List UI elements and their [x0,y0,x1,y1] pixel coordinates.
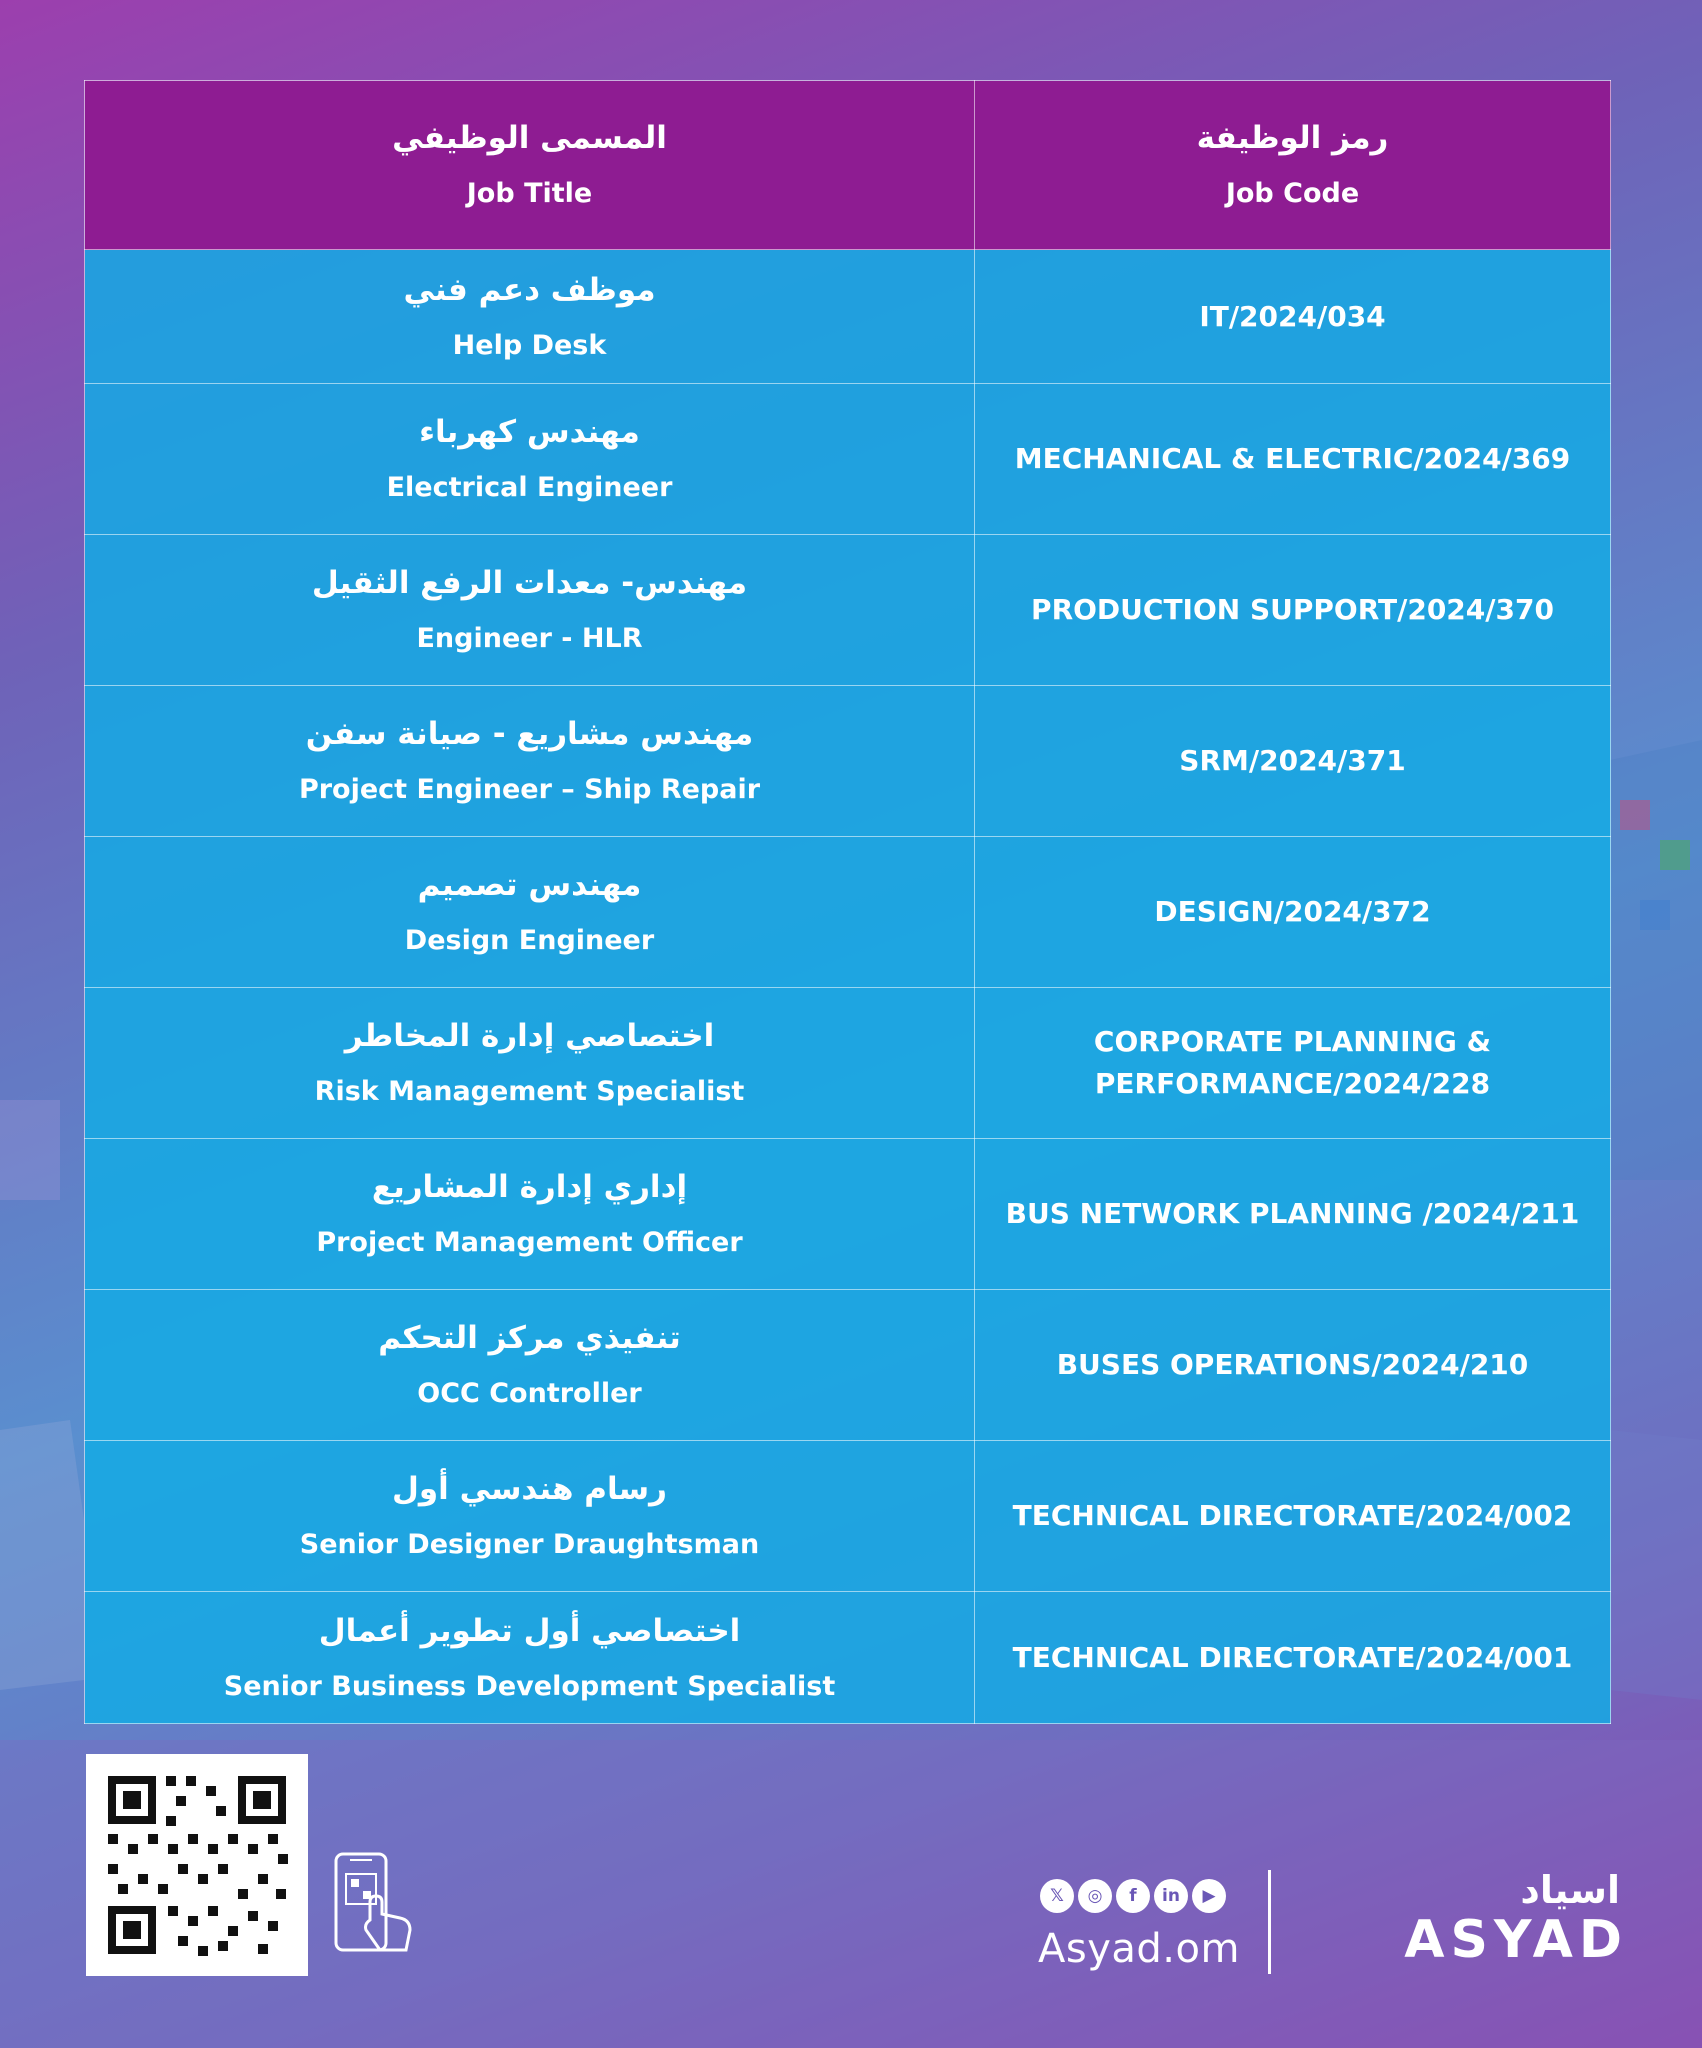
job-title-en: Project Engineer – Ship Repair [298,774,761,805]
website-link[interactable]: Asyad.om [1038,1926,1240,1972]
job-title-ar: إداري إدارة المشاريع [371,1169,688,1205]
job-code-cell [975,837,1611,988]
qr-code-icon [86,1754,308,1976]
job-title-en: Design Engineer [404,925,655,956]
job-code-cell [975,1441,1611,1592]
job-code: DESIGN/2024/372 [1154,895,1431,928]
job-title-ar: موظف دعم فني [403,271,656,308]
table-row [85,1441,1611,1592]
job-title-en: OCC Controller [417,1378,642,1409]
job-code-cell [975,535,1611,686]
table-row [85,1139,1611,1290]
asyad-logo-arabic: اسياد [1520,1868,1620,1912]
jobs-table [84,80,1611,1724]
youtube-icon[interactable]: ▶ [1192,1879,1226,1913]
x-icon[interactable]: 𝕏 [1040,1879,1074,1913]
job-code: TECHNICAL DIRECTORATE/2024/001 [1012,1640,1573,1674]
asyad-logo: ASYAD [1404,1910,1628,1970]
linkedin-icon[interactable]: in [1154,1879,1188,1913]
table-row [85,988,1611,1139]
job-title-cell [85,535,975,686]
job-title-ar: مهندس تصميم [417,867,642,903]
job-title-cell [85,1139,975,1290]
table-header-row [85,81,1611,250]
social-links [1040,1879,1226,1913]
job-title-en: Electrical Engineer [386,472,673,503]
header-title-en: Job Title [466,178,593,209]
job-title-cell [85,988,975,1139]
facebook-icon[interactable]: f [1116,1879,1150,1913]
job-code: BUS NETWORK PLANNING /2024/211 [1005,1197,1580,1230]
job-title-cell [85,250,975,384]
job-code: CORPORATE PLANNING & PERFORMANCE/2024/228 [1093,1025,1492,1100]
job-title-cell [85,1290,975,1441]
job-title-cell [85,1592,975,1724]
job-code: TECHNICAL DIRECTORATE/2024/002 [1012,1499,1573,1532]
footer-divider [1268,1870,1271,1974]
header-code-ar: رمز الوظيفة [1196,120,1389,156]
job-title-en: Help Desk [452,329,607,361]
job-title-ar: اختصاصي إدارة المخاطر [344,1018,715,1054]
job-code: BUSES OPERATIONS/2024/210 [1056,1348,1529,1381]
job-code: PRODUCTION SUPPORT/2024/370 [1031,593,1554,626]
job-title-en: Senior Business Development Specialist [223,1670,836,1702]
job-code: SRM/2024/371 [1179,744,1406,777]
job-title-ar: رسام هندسي أول [392,1471,667,1507]
job-code-cell [975,988,1611,1139]
job-code: MECHANICAL & ELECTRIC/2024/369 [1014,442,1571,475]
instagram-icon[interactable]: ◎ [1078,1879,1112,1913]
job-title-en: Engineer - HLR [416,623,643,654]
table-row [85,1592,1611,1724]
table-row [85,535,1611,686]
header-job-title [85,81,975,250]
job-title-en: Project Management Officer [316,1227,743,1258]
job-title-cell [85,1441,975,1592]
table-row [85,686,1611,837]
job-code: IT/2024/034 [1199,299,1386,333]
header-title-ar: المسمى الوظيفي [392,120,667,156]
job-code-cell [975,250,1611,384]
job-code-cell [975,1139,1611,1290]
phone-scan-icon [330,1850,430,1960]
job-title-cell [85,686,975,837]
job-title-cell [85,384,975,535]
job-title-ar: مهندس كهرباء [419,414,640,450]
job-title-ar: اختصاصي أول تطوير أعمال [318,1612,741,1649]
job-title-en: Risk Management Specialist [314,1076,745,1107]
job-code-cell [975,384,1611,535]
table-row [85,1290,1611,1441]
job-title-ar: مهندس- معدات الرفع الثقيل [311,565,748,601]
job-code-cell [975,1290,1611,1441]
job-title-ar: تنفيذي مركز التحكم [378,1320,681,1356]
table-row [85,837,1611,988]
job-code-cell [975,686,1611,837]
job-title-cell [85,837,975,988]
qr-code[interactable] [86,1754,308,1976]
table-row [85,384,1611,535]
header-code-en: Job Code [1225,178,1360,209]
job-title-en: Senior Designer Draughtsman [299,1529,760,1560]
job-title-ar: مهندس مشاريع - صيانة سفن [305,716,754,752]
header-job-code [975,81,1611,250]
table-row [85,250,1611,384]
job-code-cell [975,1592,1611,1724]
